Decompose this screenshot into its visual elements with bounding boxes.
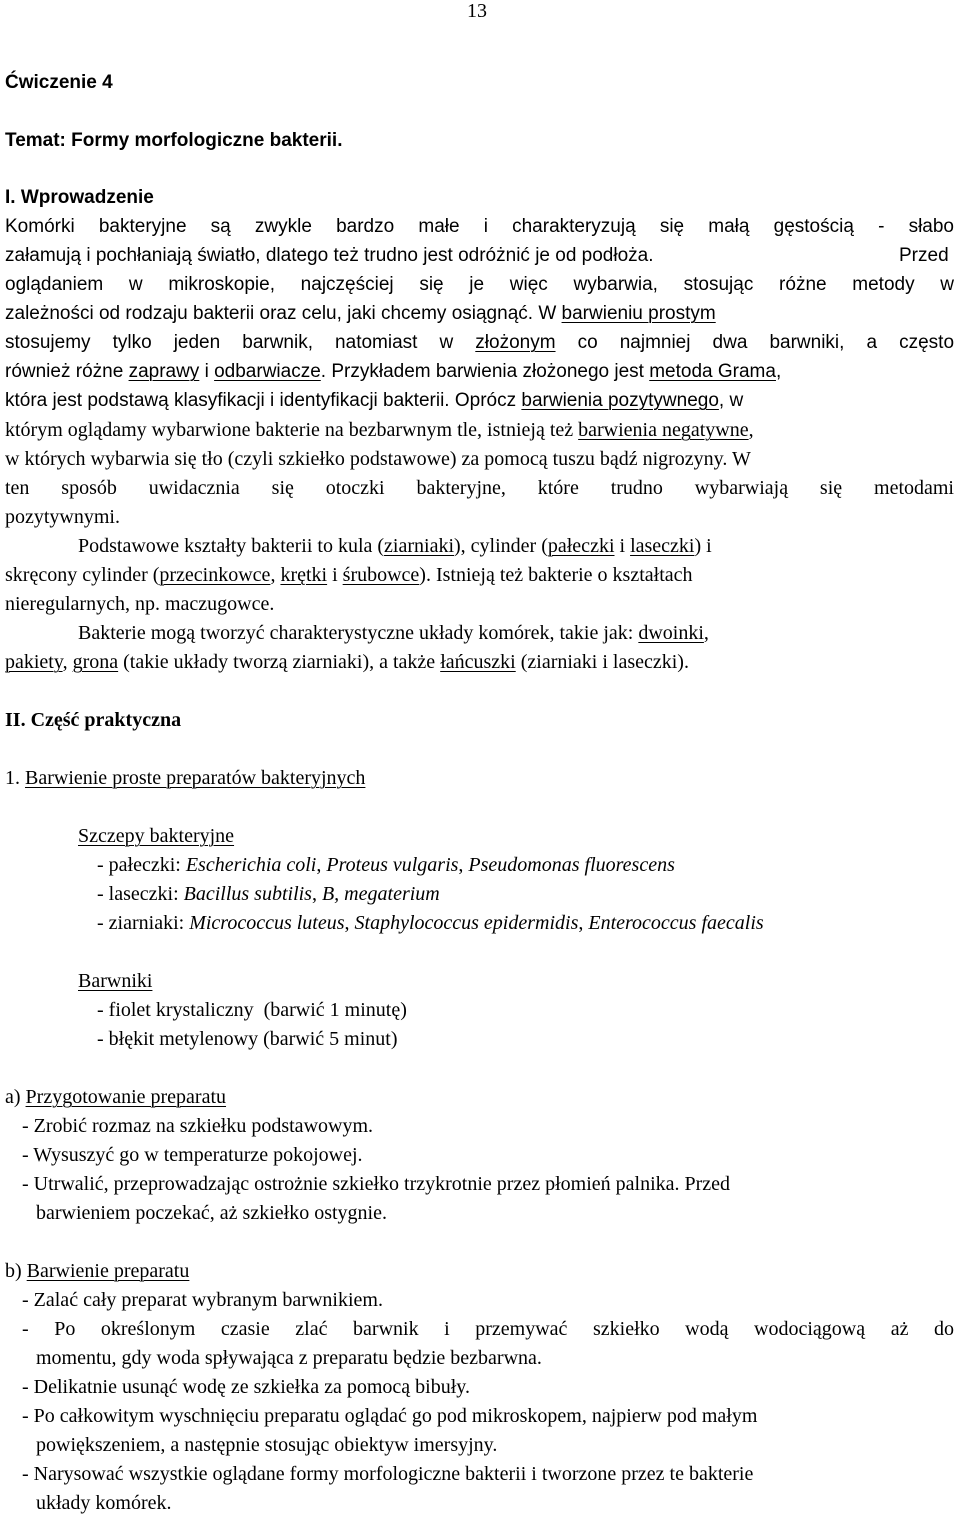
term-cocci: ziarniaki [384,535,455,557]
intro-line-2: załamują i pochłaniają światło, dlatego też trudno jest odróżnić je od podłoża. [5,245,654,266]
staining-step-5: - Narysować wszystkie oglądane formy morfologiczne bakterii i tworzone przez te bakterie [22,1463,754,1485]
strain-cocci: - ziarniaki: Micrococcus luteus, Staphylococcus epidermidis, Enterococcus faecalis [97,912,764,934]
prep-step-2: - Wysuszyć go w temperaturze pokojowej. [22,1144,363,1166]
arrangements-line-2: pakiety, grona (takie układy tworzą ziarniaki), a także łańcuszki (ziarniaki i laseczki). [5,651,689,673]
term-spirochetes: krętki [280,564,328,586]
task-1-title: 1. Barwienie proste preparatów bakteryjnych [5,767,366,789]
term-decolorizers: odbarwiacze [214,361,321,382]
intro-line-4: zależności od rodzaju bakterii oraz celu, jaki chcemy osiągnąć. W barwieniu prostym [5,303,716,324]
arrangements-line-1: Bakterie mogą tworzyć charakterystyczne układy komórek, takie jak: dwoinki, [78,622,709,644]
term-bacilli: laseczki [630,535,695,557]
staining-step-4-cont: powiększeniem, a następnie stosując obiektyw imersyjny. [36,1434,498,1456]
term-mordants: zaprawy [128,361,200,382]
staining-step-4: - Po całkowitym wyschnięciu preparatu oglądać go pod mikroskopem, najpierw pod małym [22,1405,758,1427]
staining-step-3: - Delikatnie usunąć wodę ze szkiełka za pomocą bibuły. [22,1376,470,1398]
link-term-simple-staining: barwieniu prostym [561,303,716,324]
term-compound: złożonym [475,332,556,353]
intro-line-5: stosujemy tylko jeden barwnik, natomiast w złożonym co najmniej dwa barwniki, a często [5,332,955,353]
staining-title: b) Barwienie preparatu [5,1260,190,1282]
term-clusters: grona [72,651,119,673]
intro-line-1: Komórki bakteryjne są zwykle bardzo małe i charakteryzują się małą gęstością - słabo [5,216,954,237]
intro-heading: I. Wprowadzenie [5,187,154,208]
shapes-line-2: skręcony cylinder (przecinkowce, krętki i śrubowce). Istnieją też bakterie o kształtach [5,564,693,586]
term-negative-staining: barwienia negatywne [578,419,749,441]
practical-heading: II. Część praktyczna [5,709,182,731]
staining-step-1: - Zalać cały preparat wybranym barwnikiem. [22,1289,383,1311]
shapes-line-1: Podstawowe kształty bakterii to kula (ziarniaki), cylinder (pałeczki i laseczki) i [78,535,712,557]
intro-line-11: pozytywnymi. [5,506,120,528]
intro-line-9: w których wybarwia się tło (czyli szkiełko podstawowe) za pomocą tuszu bądź nigrozyny. W [5,448,751,470]
dye-crystal-violet: - fiolet krystaliczny (barwić 1 minutę) [97,999,407,1021]
strain-rods: - pałeczki: Escherichia coli, Proteus vulgaris, Pseudomonas fluorescens [97,854,675,876]
exercise-title: Ćwiczenie 4 [5,72,113,93]
intro-line-3: oglądaniem w mikroskopie, najczęściej się je więc wybarwia, stosując różne metody w [5,274,954,295]
strain-bacilli: - laseczki: Bacillus subtilis, B, megaterium [97,883,440,905]
term-packets: pakiety [5,651,63,673]
staining-step-5-cont: układy komórek. [36,1492,172,1514]
term-gram-method: metoda Grama [649,361,776,382]
prep-step-3-cont: barwieniem poczekać, aż szkiełko ostygnie. [36,1202,387,1224]
term-rods: pałeczki [547,535,615,557]
intro-line-2-end: Przed [899,245,949,266]
term-diplococci: dwoinki [638,622,704,644]
page-number: 13 [467,0,487,22]
strains-title: Szczepy bakteryjne [78,825,235,847]
topic-title: Temat: Formy morfologiczne bakterii. [5,130,343,151]
prep-title: a) Przygotowanie preparatu [5,1086,227,1108]
staining-step-2-cont: momentu, gdy woda spływająca z preparatu będzie bezbarwna. [36,1347,542,1369]
intro-line-6: również różne zaprawy i odbarwiacze. Przykładem barwienia złożonego jest metoda Grama, [5,361,782,382]
intro-line-8: którym oglądamy wybarwione bakterie na bezbarwnym tle, istnieją też barwienia negatywne, [5,419,754,441]
term-spirilla: śrubowce [342,564,420,586]
dyes-title: Barwniki [78,970,153,992]
shapes-line-3: nieregularnych, np. maczugowce. [5,593,275,615]
intro-line-7: która jest podstawą klasyfikacji i identyfikacji bakterii. Oprócz barwienia pozytywnego, w [5,390,744,411]
prep-step-1: - Zrobić rozmaz na szkiełku podstawowym. [22,1115,374,1137]
intro-line-10: ten sposób uwidacznia się otoczki bakteryjne, które trudno wybarwiają się metodami [5,477,954,499]
dye-methylene-blue: - błękit metylenowy (barwić 5 minut) [97,1028,398,1050]
prep-step-3: - Utrwalić, przeprowadzając ostrożnie szkiełko trzykrotnie przez płomień palnika. Przed [22,1173,731,1195]
term-positive-staining: barwienia pozytywnego [521,390,719,411]
term-vibrios: przecinkowce [159,564,271,586]
term-chains: łańcuszki [440,651,516,673]
staining-step-2: - Po określonym czasie zlać barwnik i przemywać szkiełko wodą wodociągową aż do [22,1318,954,1340]
